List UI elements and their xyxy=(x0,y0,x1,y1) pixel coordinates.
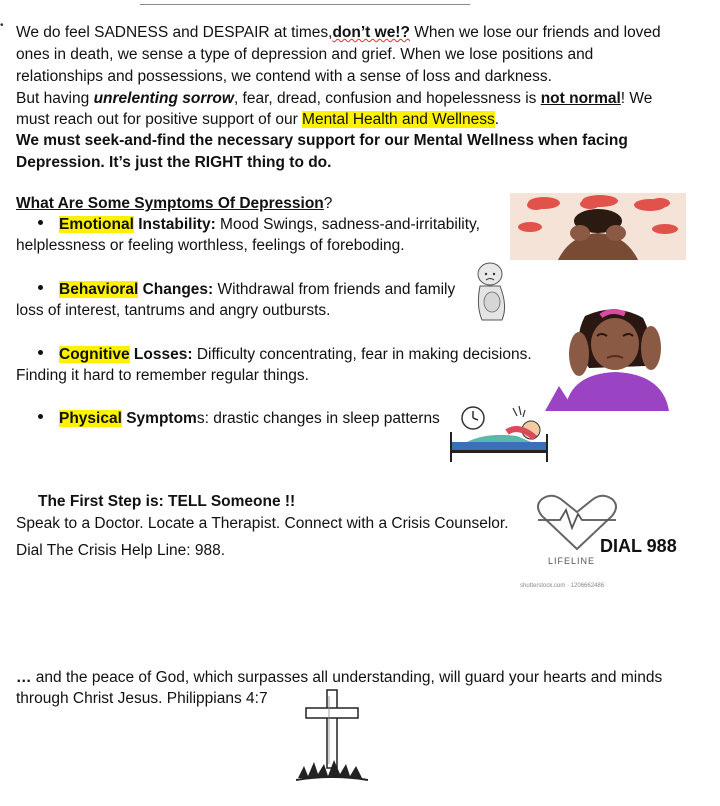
bullet-icon xyxy=(38,414,43,419)
symptom-behavioral: Behavioral Changes: Withdrawal from friends and family xyxy=(38,279,455,300)
symptom-behavioral-cont: loss of interest, tantrums and angry outbursts. xyxy=(16,302,331,319)
cross-icon xyxy=(296,688,368,782)
symptom-emotional: Emotional Instability: Mood Swings, sadness-and-irritability, xyxy=(38,214,480,235)
top-rule xyxy=(140,4,470,5)
first-step-heading: The First Step is: TELL Someone !! xyxy=(38,493,296,510)
margin-mark: • xyxy=(0,20,4,31)
stressed-person-image xyxy=(510,193,686,260)
verse-line-1: … and the peace of God, which surpasses all understanding, will guard your hearts and minds xyxy=(16,669,663,686)
symptom-cognitive: Cognitive Losses: Difficulty concentrating, fear in making decisions. xyxy=(38,344,532,365)
symptom-physical: Physical Symptoms: drastic changes in sleep patterns xyxy=(38,408,440,429)
intro-line-5: must reach out for positive support of our Mental Health and Wellness. xyxy=(16,111,500,128)
intro-line-4: But having unrelenting sorrow, fear, dread, confusion and hopelessness is not normal! We xyxy=(16,90,653,107)
lifeline-label: LIFELINE xyxy=(548,556,596,566)
first-step-line-2: Dial The Crisis Help Line: 988. xyxy=(16,542,226,559)
symptoms-heading: What Are Some Symptoms Of Depression? xyxy=(16,195,333,212)
intro-line-1: We do feel SADNESS and DESPAIR at times,don’t we!? When we lose our friends and loved xyxy=(16,24,661,41)
intro-line-3: relationships and possessions, we contend with a sense of loss and darkness. xyxy=(16,68,552,85)
symptom-cognitive-cont: Finding it hard to remember regular things. xyxy=(16,367,309,384)
watermark-text: shutterstock.com · 1206662486 xyxy=(520,583,605,589)
intro-line-2: ones in death, we sense a type of depression and grief. When we lose positions and xyxy=(16,46,594,63)
verse-line-2: through Christ Jesus. Philippians 4:7 xyxy=(16,690,268,707)
intro-line-7: Depression. It’s just the RIGHT thing to do. xyxy=(16,154,332,171)
bullet-icon xyxy=(38,350,43,355)
dial-988-label: DIAL 988 xyxy=(600,536,677,556)
headache-woman-image xyxy=(545,306,695,411)
bullet-icon xyxy=(38,285,43,290)
bullet-icon xyxy=(38,220,43,225)
symptom-emotional-cont: helplessness or feeling worthless, feelings of foreboding. xyxy=(16,237,405,254)
intro-line-6: We must seek-and-find the necessary support for our Mental Wellness when facing xyxy=(16,132,628,149)
sleepless-bed-icon xyxy=(447,404,552,464)
sad-child-icon xyxy=(472,262,512,324)
first-step-line-1: Speak to a Doctor. Locate a Therapist. Connect with a Crisis Counselor. xyxy=(16,515,509,532)
